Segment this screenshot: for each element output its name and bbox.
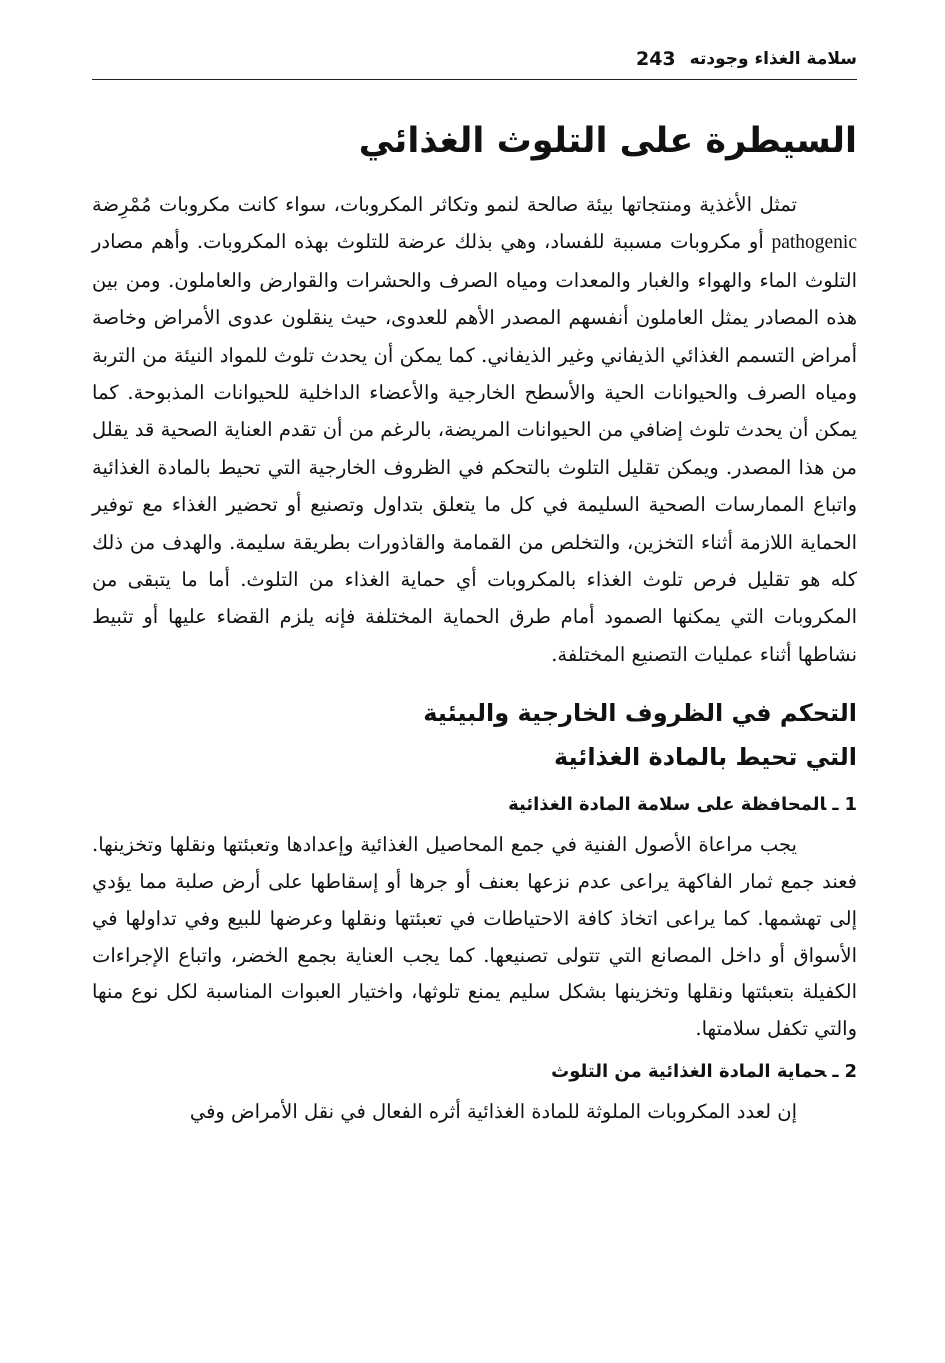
page-number: 243 [635, 48, 676, 70]
running-header [92, 42, 857, 76]
page-content [92, 110, 857, 1131]
section-heading-line2: التي تحيط بالمادة الغذائية [553, 743, 857, 772]
header-divider [92, 79, 857, 80]
subsection-2-paragraph: إن لعدد المكروبات الملوثة للمادة الغذائية أثره الفعال في نقل الأمراض وفي [189, 1100, 797, 1124]
latin-term: pathogenic [771, 232, 857, 254]
section-heading-line1: التحكم في الظروف الخارجية والبيئية [423, 699, 857, 728]
subsection-number: 2 [844, 1061, 857, 1083]
subsection-title: حماية المادة الغذائية من التلوث [551, 1061, 827, 1083]
intro-paragraph [92, 186, 857, 673]
intro-text-part1: تمثل الأغذية ومنتجاتها بيئة صالحة لنمو وتكاثر المكروبات، سواء كانت مكروبات مُمْرِضة [92, 193, 797, 216]
page-title: السيطرة على التلوث الغذائي [358, 121, 857, 161]
subsection-title: المحافظة على سلامة المادة الغذائية [508, 794, 827, 816]
subsection-number: 1 [844, 794, 857, 816]
subsection-heading-1 [92, 789, 857, 821]
intro-text-part2: أو مكروبات مسببة للفساد، وهي بذلك عرضة للتلوث بهذه المكروبات. وأهم مصادر التلوث الماء والهواء والغبار والمعدات ومياه الصرف والحشرات والقوارض والعاملون. ومن بين هذه المصادر يمثل العاملون أنفسهم المصدر الأهم للعدوى، حيث ينقلون عدوى الأمراض وخاصة أمراض التسمم الغذائي الذيفاني وغير الذيفاني. كما يمكن أن يحدث تلوث للمواد النيئة من التربة ومياه الصرف والحيوانات الحية والأسطح الخارجية والأعضاء الداخلية للحيوانات المذبوحة. كما يمكن أن يحدث تلوث إضافي من الحيوانات المريضة، بالرغم من أن تقدم العناية الصحية قد يقلل من هذا المصدر. ويمكن تقليل التلوث بالتحكم في الظروف الخارجية التي تحيط بالمادة الغذائية واتباع الممارسات الصحية السليمة في كل ما يتعلق بتداول وتصنيع أو تحضير الغذاء مع توفير الحماية اللازمة أثناء التخزين، والتخلص من القمامة والقاذورات بطريقة سليمة. والهدف من ذلك كله هو تقليل فرص تلوث الغذاء بالمكروبات أي حماية الغذاء من التلوث. أما ما يتبقى من المكروبات التي يمكنها الصمود أمام طرق الحماية المختلفة فإنه يلزم القضاء عليها أو تثبيط نشاطها أثناء عمليات التصنيع المختلفة. [92, 230, 857, 666]
subsection-1-paragraph: يجب مراعاة الأصول الفنية في جمع المحاصيل الغذائية وإعدادها وتعبئتها ونقلها وتخزينها. فعند جمع ثمار الفاكهة يراعى عدم نزعها بعنف أو جرها أو إسقاطها على أرض صلبة مما يؤدي إلى تهشمها. كما يراعى اتخاذ كافة الاحتياطات في تعبئتها ونقلها وعرضها للبيع وفي تداولها في الأسواق أو داخل المصانع التي تتولى تصنيعها. كما يجب العناية بجمع الخضر، واتباع الإجراءات الكفيلة بتعبئتها ونقلها وتخزينها بشكل سليم يمنع تلوثها، واختيار العبوات المناسبة لكل نوع منها والتي تكفل سلامتها. [92, 833, 857, 1041]
subsection-heading-2 [92, 1056, 857, 1088]
running-title: سلامة الغذاء وجودته [689, 49, 857, 69]
section-heading [92, 691, 857, 779]
subsection-separator: ـ [832, 1061, 839, 1083]
subsection-separator: ـ [832, 794, 839, 816]
